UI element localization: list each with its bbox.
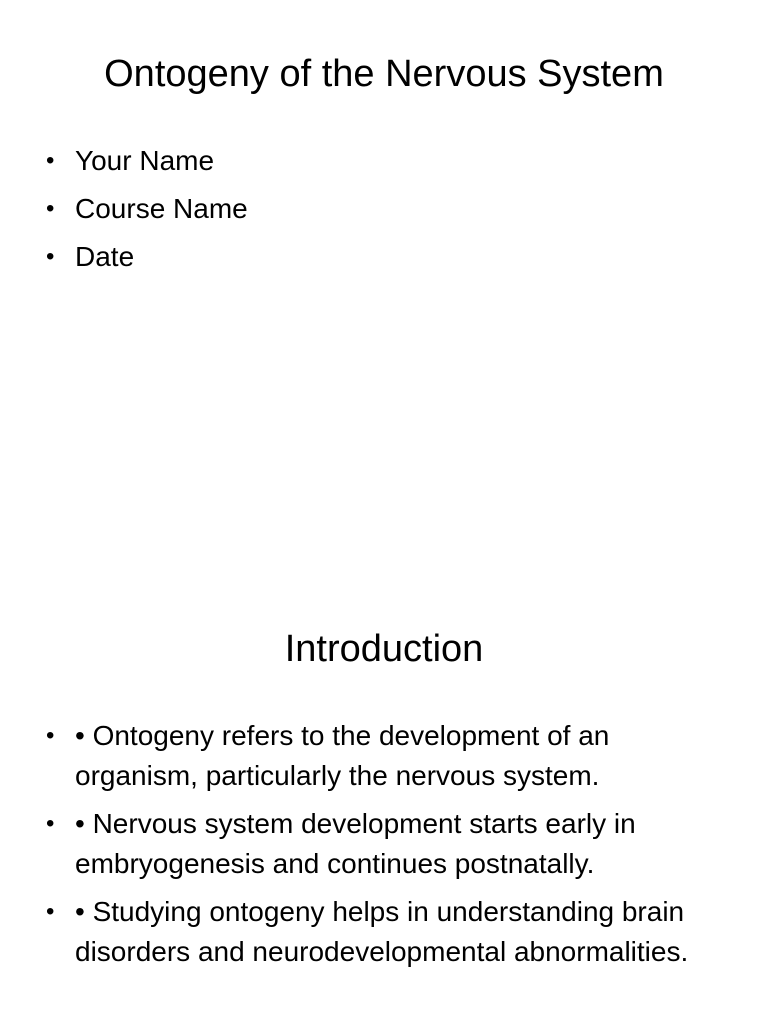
bullet-item-your-name [46,141,728,181]
bullet-text: • Ontogeny refers to the development of an organism, particularly the nervous system. [75,720,610,791]
bullet-item-definition [46,716,728,796]
bullet-text: • Studying ontogeny helps in understanding brain disorders and neurodevelopmental abnormalities. [75,896,689,967]
bullet-marker: • [46,195,55,222]
bullet-text: Date [75,241,135,272]
bullet-item-date [46,237,728,277]
introduction-slide [0,576,768,1024]
bullet-marker: • [46,722,55,749]
bullet-text: Course Name [75,193,248,224]
bullet-list [46,716,728,980]
bullet-list [46,141,728,285]
bullet-item-importance [46,892,728,972]
bullet-item-development-timeline [46,804,728,884]
bullet-marker: • [46,243,55,270]
bullet-item-course-name [46,189,728,229]
bullet-marker: • [46,147,55,174]
slide-title: Introduction [284,628,484,670]
bullet-marker: • [46,898,55,925]
bullet-text: Your Name [75,145,215,176]
bullet-marker: • [46,810,55,837]
bullet-text: • Nervous system development starts early in embryogenesis and continues postnatally. [75,808,636,879]
slide-title: Ontogeny of the Nervous System [104,53,664,95]
